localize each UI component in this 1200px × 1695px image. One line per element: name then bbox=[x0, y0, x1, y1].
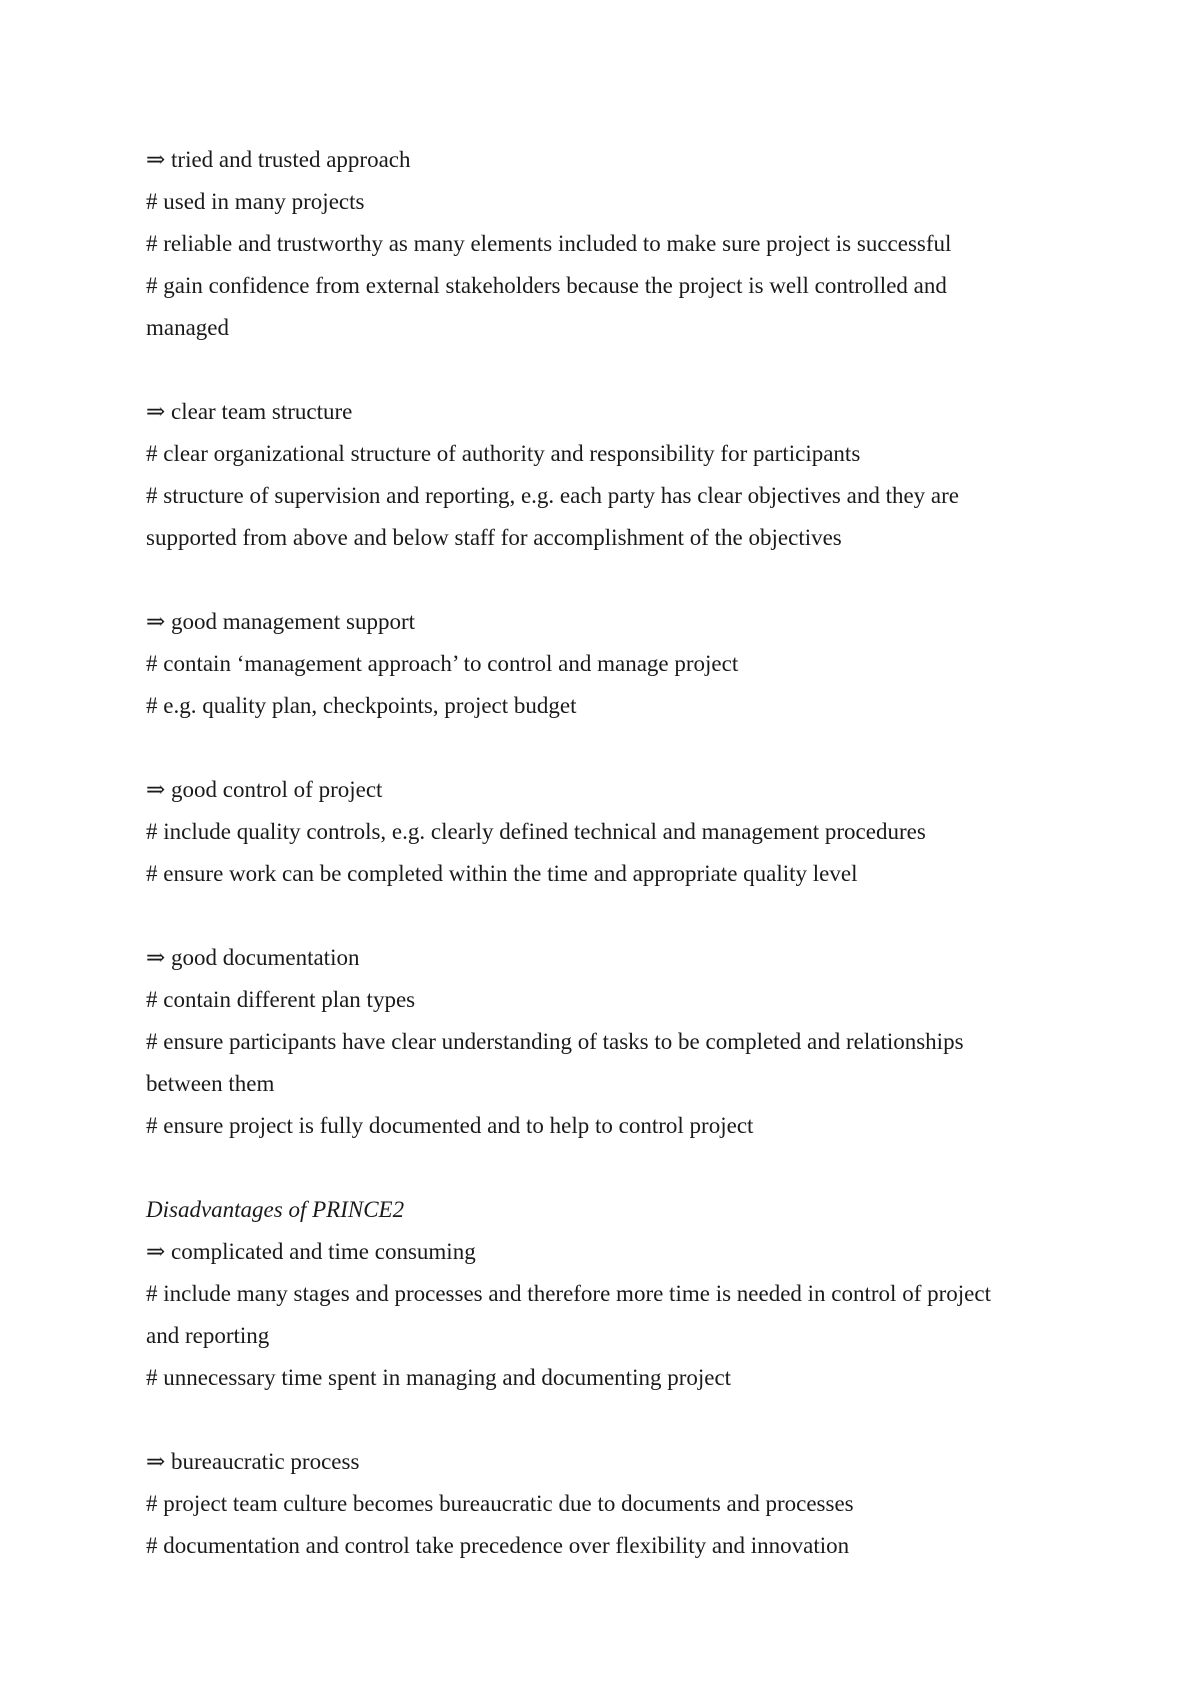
section-heading: ⇒ good management support bbox=[146, 609, 416, 634]
bullet-point-continuation: supported from above and below staff for accomplishment of the objectives bbox=[146, 525, 842, 550]
bullet-point: # unnecessary time spent in managing and documenting project bbox=[146, 1365, 732, 1390]
bullet-point: # gain confidence from external stakeholders because the project is well controlled and bbox=[146, 273, 947, 298]
bullet-point: # used in many projects bbox=[146, 189, 365, 214]
section-tried-and-trusted bbox=[146, 139, 1076, 349]
bullet-point-continuation: managed bbox=[146, 315, 230, 340]
bullet-point: # include many stages and processes and therefore more time is needed in control of project bbox=[146, 1281, 991, 1306]
section-bureaucratic-process bbox=[146, 1441, 1076, 1567]
section-heading: ⇒ tried and trusted approach bbox=[146, 147, 411, 172]
section-complicated-and-time-consuming bbox=[146, 1231, 1076, 1399]
bullet-point: # structure of supervision and reporting, e.g. each party has clear objectives and they are bbox=[146, 483, 959, 508]
paragraph-spacer bbox=[146, 1399, 1076, 1441]
bullet-point: # contain different plan types bbox=[146, 987, 416, 1012]
section-heading: ⇒ good control of project bbox=[146, 777, 383, 802]
bullet-point: # contain ‘management approach’ to control and manage project bbox=[146, 651, 739, 676]
paragraph-spacer bbox=[146, 349, 1076, 391]
bullet-point: # clear organizational structure of authority and responsibility for participants bbox=[146, 441, 861, 466]
paragraph-spacer bbox=[146, 895, 1076, 937]
section-heading: ⇒ complicated and time consuming bbox=[146, 1239, 476, 1264]
bullet-point: # documentation and control take precedence over flexibility and innovation bbox=[146, 1533, 850, 1558]
bullet-point-continuation: and reporting bbox=[146, 1323, 270, 1348]
section-clear-team-structure bbox=[146, 391, 1076, 559]
paragraph-spacer bbox=[146, 559, 1076, 601]
paragraph-spacer bbox=[146, 1147, 1076, 1189]
section-heading: ⇒ bureaucratic process bbox=[146, 1449, 360, 1474]
section-heading: ⇒ good documentation bbox=[146, 945, 360, 970]
bullet-point: # ensure participants have clear understanding of tasks to be completed and relationships bbox=[146, 1029, 964, 1054]
section-good-documentation bbox=[146, 937, 1076, 1147]
bullet-point-continuation: between them bbox=[146, 1071, 275, 1096]
bullet-point: # ensure project is fully documented and to help to control project bbox=[146, 1113, 754, 1138]
bullet-point: # project team culture becomes bureaucratic due to documents and processes bbox=[146, 1491, 854, 1516]
paragraph-spacer bbox=[146, 727, 1076, 769]
section-good-management-support bbox=[146, 601, 1076, 727]
bullet-point: # ensure work can be completed within the time and appropriate quality level bbox=[146, 861, 858, 886]
bullet-point: # include quality controls, e.g. clearly defined technical and management procedures bbox=[146, 819, 926, 844]
section-good-control-of-project bbox=[146, 769, 1076, 895]
section-heading: ⇒ clear team structure bbox=[146, 399, 353, 424]
bullet-point: # e.g. quality plan, checkpoints, project budget bbox=[146, 693, 577, 718]
document-body bbox=[146, 139, 1076, 1567]
bullet-point: # reliable and trustworthy as many elements included to make sure project is successful bbox=[146, 231, 952, 256]
disadvantages-title: Disadvantages of PRINCE2 bbox=[146, 1197, 405, 1222]
